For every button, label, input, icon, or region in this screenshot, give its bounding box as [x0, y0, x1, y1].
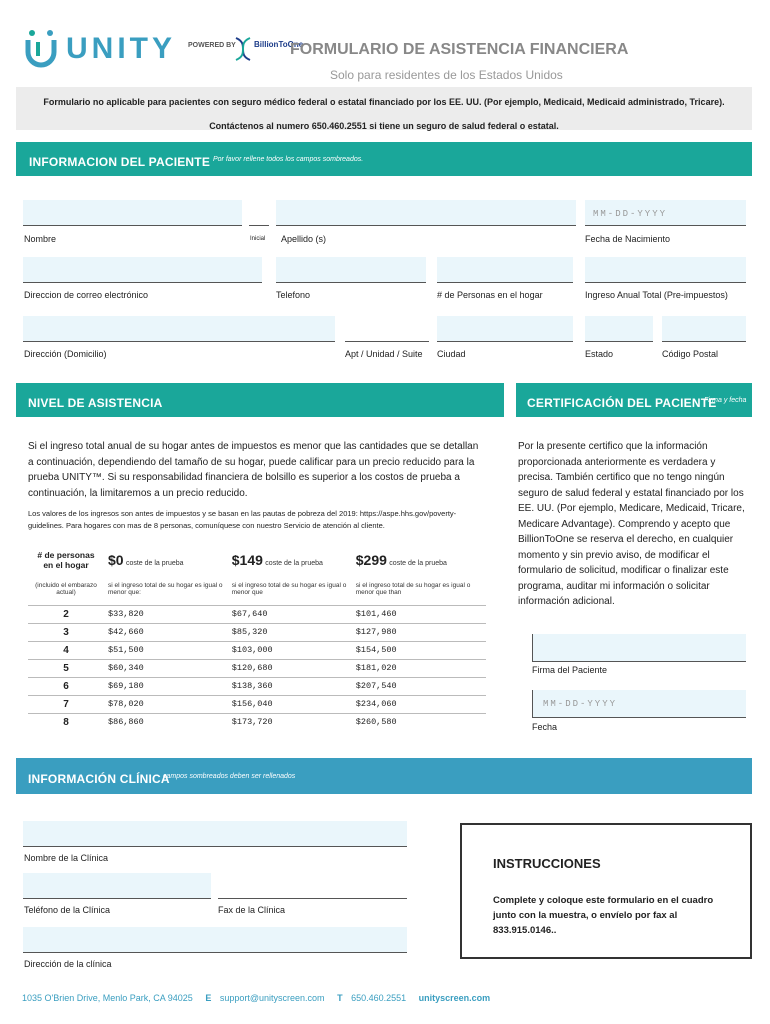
unity-logo — [24, 28, 184, 68]
patient-info-title: INFORMACION DEL PACIENTE — [29, 155, 211, 169]
col-household-head: # de personas en el hogar — [37, 550, 95, 570]
signature-date-placeholder: MM-DD-YYYY — [543, 699, 618, 709]
partner-name: BillionToOne — [254, 40, 304, 49]
apt-label: Apt / Unidad / Suite — [345, 349, 423, 359]
col-sub-0: si el ingreso total de su hogar es igual o menor que: — [108, 581, 223, 596]
patient-info-note: Por favor rellene todos los campos sombreados. — [213, 156, 364, 163]
certification-note: Firma y fecha — [704, 397, 747, 404]
row-c: $127,980 — [352, 623, 486, 641]
row-b: $138,360 — [228, 677, 352, 695]
clinic-header — [16, 758, 752, 794]
state-field[interactable] — [585, 316, 653, 342]
col-price-1 — [228, 547, 352, 573]
birthdate-placeholder: MM-DD-YYYY — [593, 209, 668, 219]
assistance-title: NIVEL DE ASISTENCIA — [28, 396, 163, 410]
last-name-label: Apellido (s) — [281, 234, 327, 244]
apt-field[interactable] — [345, 316, 429, 342]
clinic-fax-label: Fax de la Clínica — [218, 905, 286, 915]
clinic-phone-label: Teléfono de la Clínica — [24, 905, 111, 915]
clinic-fax-field[interactable] — [218, 873, 407, 899]
certification-title: CERTIFICACIÓN DEL PACIENTE — [527, 396, 717, 410]
row-b: $173,720 — [228, 713, 352, 731]
clinic-address-field[interactable] — [23, 927, 407, 953]
dna-icon — [234, 36, 252, 62]
household-size-label: # de Personas en el hogar — [437, 290, 543, 300]
row-n: 5 — [28, 659, 104, 677]
row-a: $86,860 — [104, 713, 228, 731]
footer — [22, 993, 490, 1003]
clinic-phone-field[interactable] — [23, 873, 211, 899]
row-a: $33,820 — [104, 605, 228, 623]
row-c: $234,060 — [352, 695, 486, 713]
row-a: $78,020 — [104, 695, 228, 713]
clinic-title: INFORMACIÓN CLÍNICA — [28, 772, 170, 786]
postal-code-field[interactable] — [662, 316, 746, 342]
footer-t-label: T — [337, 993, 343, 1003]
postal-code-label: Código Postal — [662, 349, 719, 359]
clinic-name-field[interactable] — [23, 821, 407, 847]
cost-0: coste de la prueba — [125, 560, 184, 567]
footer-e-label: E — [205, 993, 212, 1003]
col-sub-2: si el ingreso total de su hogar es igual o menor que than — [355, 581, 471, 596]
row-a: $69,180 — [104, 677, 228, 695]
row-a: $42,660 — [104, 623, 228, 641]
col-sub-1: si el ingreso total de su hogar es igual o menor que — [231, 581, 347, 596]
footer-email-link[interactable]: support@unityscreen.com — [219, 993, 325, 1003]
email-field[interactable] — [23, 257, 262, 283]
assistance-header — [16, 383, 504, 417]
col-price-2 — [352, 547, 486, 573]
notice-line-2: Contáctenos al numero 650.460.2551 si tiene un seguro de salud federal o estatal. — [209, 121, 559, 131]
row-b: $67,640 — [228, 605, 352, 623]
address-field[interactable] — [23, 316, 335, 342]
patient-info-header — [16, 142, 752, 176]
row-n: 8 — [28, 713, 104, 731]
row-n: 7 — [28, 695, 104, 713]
assistance-paragraph: Si el ingreso total anual de su hogar antes de impuestos es menor que las cantidades que se detallan a continuación, dependiendo del tamaño de su hogar, puede calificar para un precio reducido para la prueba UNITY™. Si su responsabilidad financiera de bolsillo es superior a los costos de prueba a continuación, la limitaremos a un precio reducido. — [28, 441, 479, 499]
clinic-address-label: Dirección de la clínica — [24, 959, 112, 969]
row-b: $156,040 — [228, 695, 352, 713]
notice-line-1: Formulario no aplicable para pacientes con seguro médico federal o estatal financiado por los EE. UU. (Por ejemplo, Medicaid, Medicaid administrado, Tricare). — [43, 97, 725, 107]
col-price-0 — [104, 547, 228, 573]
footer-website-link[interactable]: unityscreen.com — [418, 993, 491, 1003]
row-a: $51,500 — [104, 641, 228, 659]
city-label: Ciudad — [437, 349, 466, 359]
table-row — [28, 605, 486, 623]
page-title: FORMULARIO DE ASISTENCIA FINANCIERA — [290, 41, 629, 58]
logo-text: UNITY — [66, 32, 176, 65]
row-b: $85,320 — [228, 623, 352, 641]
phone-field[interactable] — [276, 257, 426, 283]
state-label: Estado — [585, 349, 614, 359]
clinic-name-label: Nombre de la Clínica — [24, 853, 109, 863]
city-field[interactable] — [437, 316, 573, 342]
initial-field[interactable] — [249, 200, 269, 226]
last-name-field[interactable] — [276, 200, 576, 226]
row-a: $60,340 — [104, 659, 228, 677]
price-1: $149 — [231, 552, 263, 568]
row-c: $101,460 — [352, 605, 486, 623]
cost-2: coste de la prueba — [389, 560, 447, 567]
row-n: 3 — [28, 623, 104, 641]
birthdate-field[interactable] — [585, 200, 746, 226]
first-name-field[interactable] — [23, 200, 242, 226]
powered-by: POWERED BY — [188, 42, 236, 49]
clinic-note: campos sombreados deben ser rellenados — [163, 773, 296, 780]
row-b: $103,000 — [228, 641, 352, 659]
table-row — [28, 677, 486, 695]
row-c: $154,500 — [352, 641, 486, 659]
billiontoone-logo — [234, 36, 304, 64]
annual-income-field[interactable] — [585, 257, 746, 283]
address-label: Dirección (Domicilio) — [24, 349, 107, 359]
table-row — [28, 659, 486, 677]
certification-header — [516, 383, 752, 417]
household-size-field[interactable] — [437, 257, 573, 283]
row-n: 2 — [28, 605, 104, 623]
table-row — [28, 695, 486, 713]
price-0: $0 — [108, 552, 124, 568]
col-household-sub: (incluido el embarazo actual) — [35, 581, 97, 596]
first-name-label: Nombre — [24, 234, 57, 244]
table-row — [28, 713, 486, 731]
signature-date-field[interactable] — [532, 690, 746, 718]
price-2: $299 — [355, 552, 387, 568]
initial-label: Inicial — [250, 236, 266, 242]
certification-paragraph: Por la presente certifico que la información proporcionada anteriormente es verdadera y precisa. También certifico que no tengo ningún seguro de salud federal y estatal financiado por los EE. UU. (Por ejemplo, Medicare, Medicaid, Tricare, Medicare Advantage). Comprendo y acepto que BillionToOne se reserva el derecho, en cualquier momento y sin previo aviso, de modificar el formulario de solicitud, modificar o finalizar este programa, auditar mi información o solicitar información adicional. — [518, 441, 745, 607]
phone-label: Telefono — [276, 290, 311, 300]
email-label: Direccion de correo electrónico — [24, 290, 149, 300]
birthdate-label: Fecha de Nacimiento — [585, 234, 671, 244]
row-c: $181,020 — [352, 659, 486, 677]
signature-label: Firma del Paciente — [532, 665, 608, 675]
instructions-title: INSTRUCCIONES — [493, 856, 601, 871]
page-subtitle: Solo para residentes de los Estados Unidos — [330, 68, 563, 82]
instructions-box — [460, 823, 752, 959]
row-n: 4 — [28, 641, 104, 659]
cost-1: coste de la prueba — [265, 560, 323, 567]
assistance-small-note: Los valores de los ingresos son antes de impuestos y se basan en las pautas de pobreza del 2019: https://aspe.hhs.gov/poverty-guidelines. Para hogares con mas de 8 personas, comuníquese con nuestro Servicio de atención al cliente. — [28, 509, 457, 530]
notice-box — [16, 87, 752, 130]
signature-date-label: Fecha — [532, 722, 558, 732]
unity-logo-icon — [24, 28, 60, 68]
footer-address: 1035 O'Brien Drive, Menlo Park, CA 94025 — [22, 993, 193, 1003]
signature-field[interactable] — [532, 634, 746, 662]
row-b: $120,680 — [228, 659, 352, 677]
row-c: $260,580 — [352, 713, 486, 731]
footer-phone: 650.460.2551 — [351, 993, 407, 1003]
table-row — [28, 623, 486, 641]
row-c: $207,540 — [352, 677, 486, 695]
table-row — [28, 641, 486, 659]
annual-income-label: Ingreso Anual Total (Pre-impuestos) — [585, 290, 728, 300]
row-n: 6 — [28, 677, 104, 695]
poverty-table — [28, 547, 486, 731]
instructions-text: Complete y coloque este formulario en el cuadro junto con la muestra, o envíelo por fax al 833.915.0146.. — [493, 895, 714, 936]
